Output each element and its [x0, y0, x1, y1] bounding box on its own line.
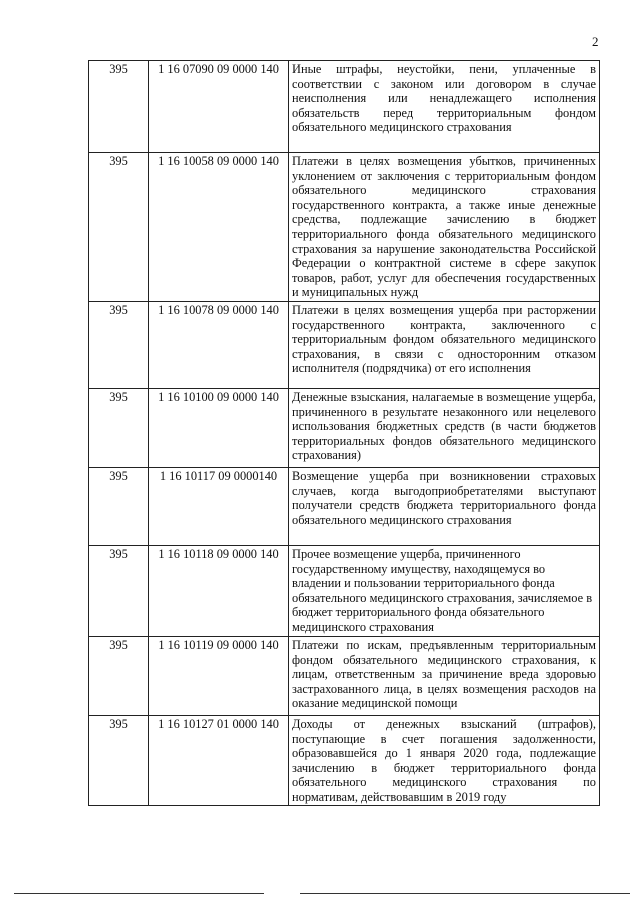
page-number: 2: [592, 34, 599, 49]
description-cell: Доходы от денежных взысканий (штрафов), поступающие в счет погашения задолженности, образовавшейся до 1 января 2020 года, подлежащие зачислению в бюджет территориального фонда обязательного медицинского страхования по нормативам, действовавшим в 2019 году: [289, 716, 600, 806]
admin-code-cell: 395: [89, 468, 149, 546]
budget-code-cell: 1 16 10127 01 0000 140: [149, 716, 289, 806]
admin-code-cell: 395: [89, 61, 149, 153]
table-row: [89, 637, 600, 716]
table-row: [89, 716, 600, 806]
admin-code-cell: 395: [89, 546, 149, 637]
admin-code-cell: 395: [89, 716, 149, 806]
description-cell: Возмещение ущерба при возникновении страховых случаев, когда выгодоприобретателями выступают получатели средств бюджета территориального фонда обязательного медицинского страхования: [289, 468, 600, 546]
description-cell: Денежные взыскания, налагаемые в возмещение ущерба, причиненного в результате незаконного или нецелевого использования бюджетных средств (в части бюджетов территориальных фондов обязательного медицинского страхования): [289, 389, 600, 468]
description-cell: Платежи по искам, предъявленным территориальным фондом обязательного медицинского страхования, к лицам, ответственным за причинение вреда здоровью застрахованного лица, в целях возмещения расходов на оказание медицинской помощи: [289, 637, 600, 716]
budget-code-cell: 1 16 10078 09 0000 140: [149, 302, 289, 389]
table-row: [89, 61, 600, 153]
table-row: [89, 302, 600, 389]
description-cell: Платежи в целях возмещения убытков, причиненных уклонением от заключения с территориальным фондом обязательного медицинского страхования государственного контракта, а также иные денежные средства, подлежащие зачислению в бюджет территориального фонда обязательного медицинского страхования за нарушение законодательства Российской Федерации о контрактной системе в сфере закупок товаров, работ, услуг для обеспечения государственных и муниципальных нужд: [289, 153, 600, 302]
admin-code-cell: 395: [89, 389, 149, 468]
budget-code-cell: 1 16 10119 09 0000 140: [149, 637, 289, 716]
admin-code-cell: 395: [89, 302, 149, 389]
budget-code-cell: 1 16 10058 09 0000 140: [149, 153, 289, 302]
table-row: [89, 468, 600, 546]
budget-code-cell: 1 16 10118 09 0000 140: [149, 546, 289, 637]
admin-code-cell: 395: [89, 637, 149, 716]
footer-divider: [300, 893, 630, 894]
description-cell: Иные штрафы, неустойки, пени, уплаченные в соответствии с законом или договором в случае неисполнения или ненадлежащего исполнения обязательств перед территориальным фондом обязательного медицинского страхования: [289, 61, 600, 153]
budget-code-cell: 1 16 07090 09 0000 140: [149, 61, 289, 153]
revenue-codes-table: [88, 60, 600, 806]
admin-code-cell: 395: [89, 153, 149, 302]
budget-code-cell: 1 16 10117 09 0000140: [149, 468, 289, 546]
table-row: [89, 389, 600, 468]
budget-code-cell: 1 16 10100 09 0000 140: [149, 389, 289, 468]
footer-divider: [14, 893, 264, 894]
table-row: [89, 546, 600, 637]
description-cell: Прочее возмещение ущерба, причиненного государственному имуществу, находящемуся во владении и пользовании территориального фонда обязательного медицинского страхования, зачисляемое в бюджет территориального фонда обязательного медицинского страхования: [289, 546, 600, 637]
description-cell: Платежи в целях возмещения ущерба при расторжении государственного контракта, заключенного с территориальным фондом обязательного медицинского страхования, в связи с односторонним отказом исполнителя (подрядчика) от его исполнения: [289, 302, 600, 389]
table-row: [89, 153, 600, 302]
